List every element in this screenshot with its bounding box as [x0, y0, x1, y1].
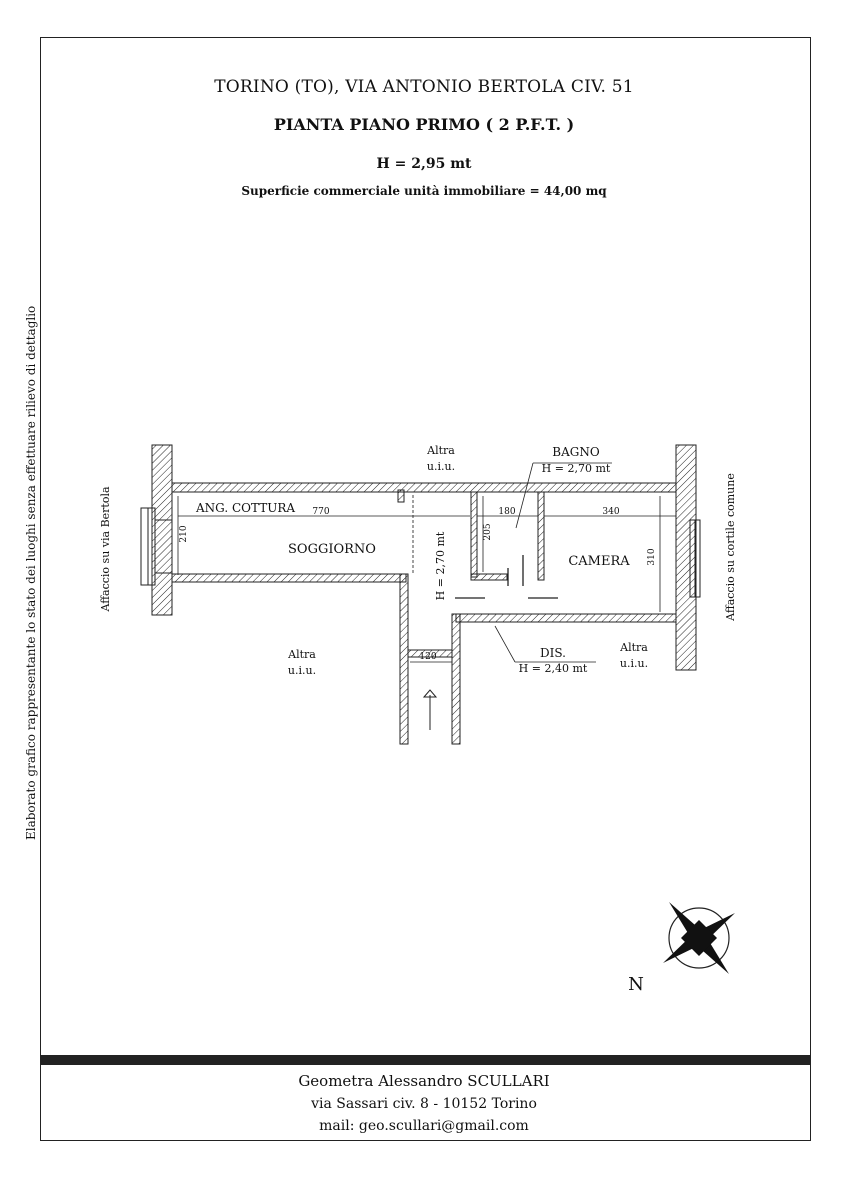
- dim-310: 310: [647, 548, 657, 566]
- wall-bagno-bottom: [471, 574, 507, 580]
- altra-bl-1: Altra: [288, 648, 316, 661]
- altra-br-2: u.i.u.: [619, 657, 649, 670]
- surface-area: Superficie commerciale unità immobiliare = 44,00 mq: [241, 184, 607, 198]
- affaccio-right: Affaccio su cortile comune: [724, 473, 737, 621]
- surveyor-mail: mail: geo.scullari@gmail.com: [319, 1118, 529, 1134]
- surveyor-address: via Sassari civ. 8 - 10152 Torino: [311, 1096, 537, 1112]
- wall-right: [676, 445, 696, 670]
- dim-340: 340: [602, 507, 620, 517]
- affaccio-left: Affaccio su via Bertola: [99, 486, 112, 612]
- wall-top: [172, 483, 676, 492]
- wall-stub: [398, 490, 404, 502]
- altra-top-2: u.i.u.: [426, 460, 456, 473]
- corridor-height: H = 2,70 mt: [434, 531, 447, 601]
- wall-bagno-right: [538, 492, 544, 580]
- address-line: TORINO (TO), VIA ANTONIO BERTOLA CIV. 51: [214, 77, 634, 97]
- room-bagno: BAGNO: [552, 445, 600, 459]
- north-label: N: [628, 974, 644, 995]
- wall-bagno-left: [471, 492, 477, 577]
- room-dis-height: H = 2,40 mt: [518, 662, 588, 675]
- dim-205: 205: [483, 523, 493, 541]
- room-soggiorno: SOGGIORNO: [288, 542, 376, 557]
- side-note: Elaborato grafico rappresentante lo stato dei luoghi senza effettuare rilievo di dettaglio: [24, 305, 38, 840]
- footer-bar: [40, 1055, 811, 1065]
- altra-br-1: Altra: [620, 641, 648, 654]
- altra-top-1: Altra: [427, 444, 455, 457]
- wall-bottom-left: [172, 574, 406, 582]
- dim-180: 180: [498, 507, 516, 517]
- compass-rose-icon: [663, 902, 735, 974]
- wall-bottom-right: [456, 614, 676, 622]
- room-dis: DIS.: [540, 646, 566, 660]
- room-bagno-height: H = 2,70 mt: [541, 462, 611, 475]
- room-ang-cottura: ANG. COTTURA: [196, 501, 296, 515]
- plan-title: PIANTA PIANO PRIMO ( 2 P.F.T. ): [273, 115, 575, 134]
- room-camera: CAMERA: [568, 554, 630, 569]
- altra-bl-2: u.i.u.: [287, 664, 317, 677]
- floor-height: H = 2,95 mt: [376, 156, 472, 172]
- dim-120: 120: [419, 652, 437, 662]
- wall-corridor-left: [400, 574, 408, 744]
- dim-210: 210: [179, 525, 189, 543]
- wall-corridor-right: [452, 614, 460, 744]
- stair-arrow: [424, 690, 436, 730]
- dim-770: 770: [312, 507, 330, 517]
- surveyor-name: Geometra Alessandro SCULLARI: [298, 1072, 550, 1090]
